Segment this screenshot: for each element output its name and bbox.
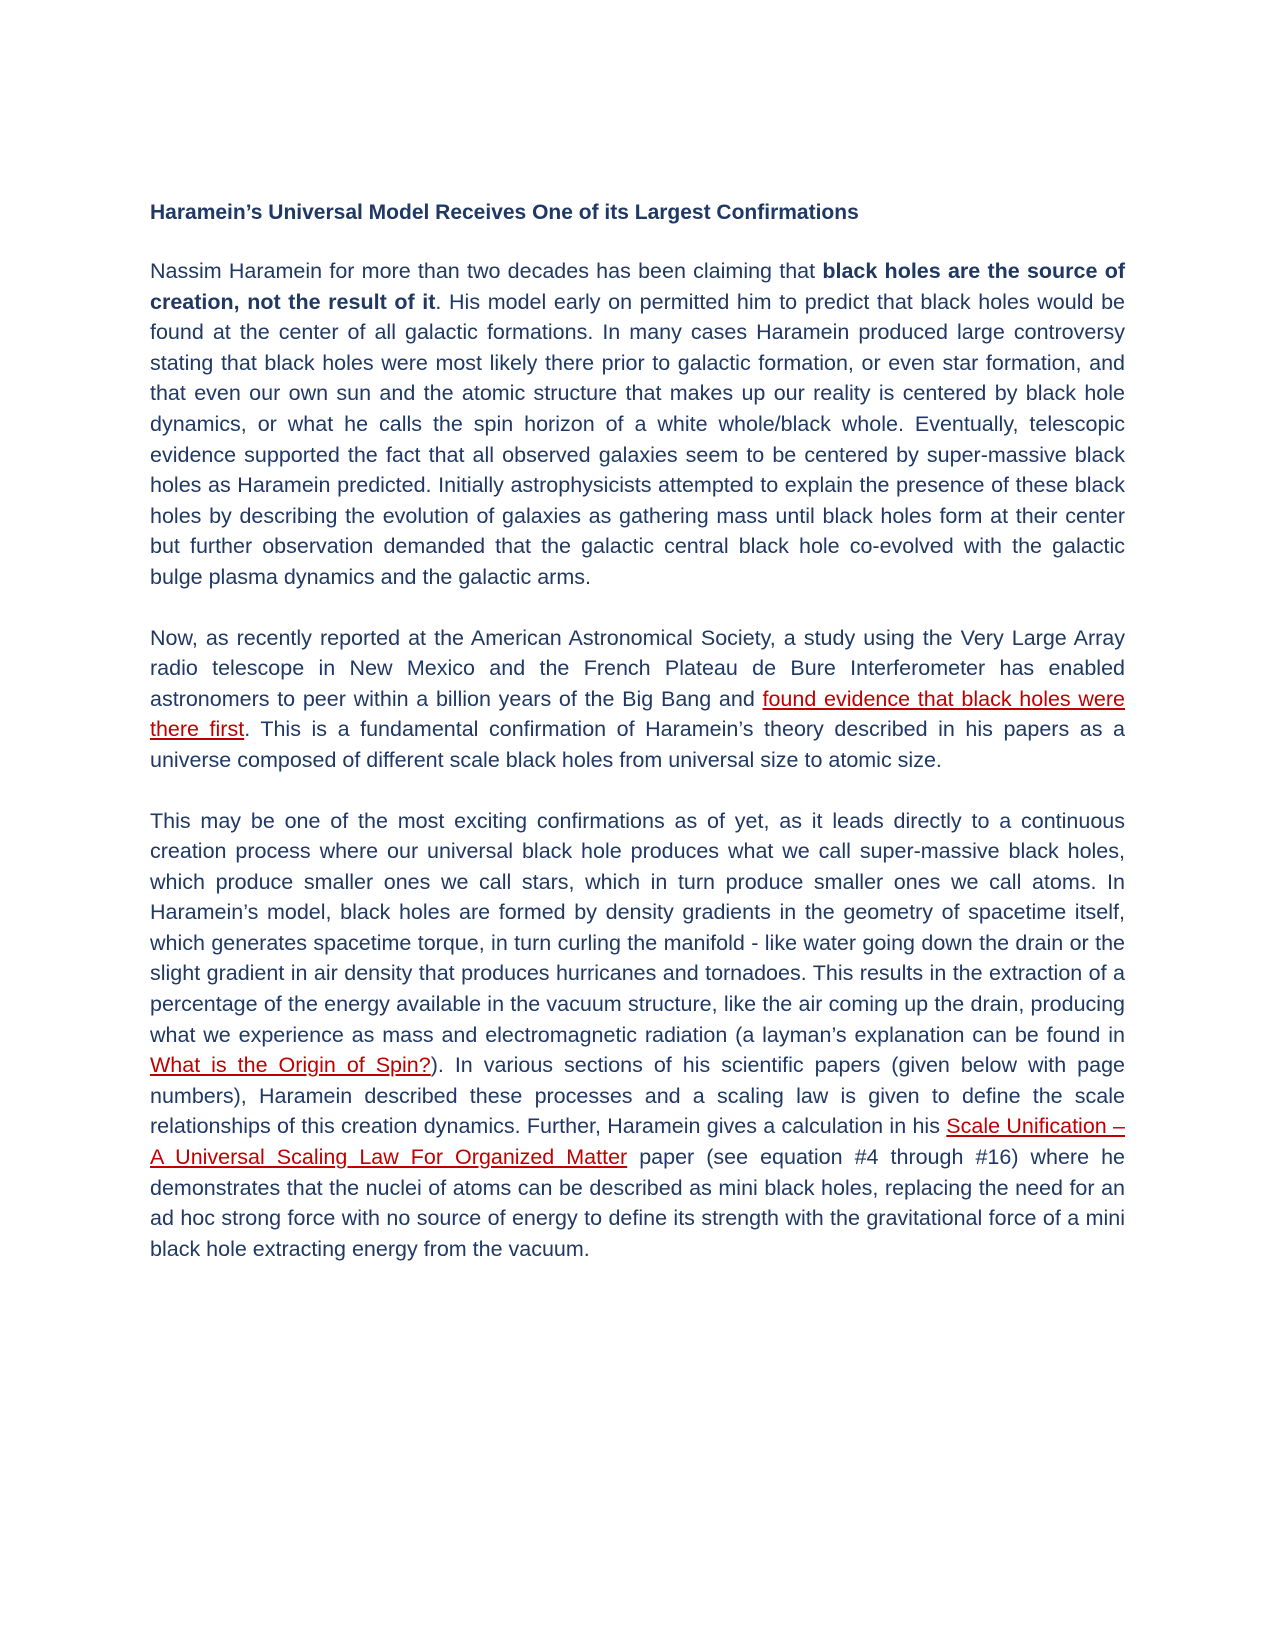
paragraph-1-text-a: Nassim Haramein for more than two decades has been claiming that	[150, 259, 823, 283]
paragraph-3-text-a: This may be one of the most exciting confirmations as of yet, as it leads directly to a continuous creation process where our universal black hole produces what we call super-massive black holes, which produce smaller ones we call stars, which in turn produce smaller ones we call atoms. In Haramein’s model, black holes are formed by density gradients in the geometry of spacetime itself, which generates spacetime torque, in turn curling the manifold - like water going down the drain or the slight gradient in air density that produces hurricanes and tornadoes. This results in the extraction of a percentage of the energy available in the vacuum structure, like the air coming up the drain, producing what we experience as mass and electromagnetic radiation (a layman’s explanation can be found in	[150, 808, 1125, 1047]
black-holes-first-link[interactable]: found evidence that black holes were there first	[150, 686, 1125, 742]
paragraph-2-text-b: . This is a fundamental confirmation of Haramein’s theory described in his papers as a universe composed of different scale black holes from universal size to atomic size.	[150, 717, 1125, 772]
paragraph-1	[150, 256, 1125, 593]
document-page	[150, 198, 1125, 1294]
paragraph-3-text-c: paper (see equation #4 through #16) where he demonstrates that the nuclei of atoms can be described as mini black holes, replacing the need for an ad hoc strong force with no source of energy to define its strength with the gravitational force of a mini black hole extracting energy from the vacuum.	[150, 1145, 1125, 1261]
document-title: Haramein’s Universal Model Receives One of its Largest Confirmations	[150, 201, 859, 224]
paragraph-1-bold-claim: black holes are the source of creation, not the result of it	[150, 259, 1125, 314]
paragraph-2-text-a: Now, as recently reported at the American Astronomical Society, a study using the Very Large Array radio telescope in New Mexico and the French Plateau de Bure Interferometer has enabled astronomers to peer within a billion years of the Big Bang and	[150, 625, 1125, 711]
paragraph-2	[150, 623, 1125, 776]
paragraph-3-text-b: ). In various sections of his scientific papers (given below with page numbers), Haramein described these processes and a scaling law is given to define the scale relationships of this creation dynamics. Further, Haramein gives a calculation in his	[150, 1053, 1126, 1139]
scale-unification-link[interactable]: Scale Unification – A Universal Scaling Law For Organized Matter	[150, 1114, 1125, 1170]
paragraph-1-text-b: . His model early on permitted him to predict that black holes would be found at the center of all galactic formations. In many cases Haramein produced large controversy stating that black holes were most likely there prior to galactic formation, or even star formation, and that even our own sun and the atomic structure that makes up our reality is centered by black hole dynamics, or what he calls the spin horizon of a white whole/black whole. Eventually, telescopic evidence supported the fact that all observed galaxies seem to be centered by super-massive black holes as Haramein predicted. Initially astrophysicists attempted to explain the presence of these black holes by describing the evolution of galaxies as gathering mass until black holes form at their center but further observation demanded that the galactic central black hole co-evolved with the galactic bulge plasma dynamics and the galactic arms.	[150, 289, 1125, 589]
origin-of-spin-link[interactable]: What is the Origin of Spin?	[150, 1053, 431, 1078]
paragraph-3	[150, 806, 1125, 1265]
